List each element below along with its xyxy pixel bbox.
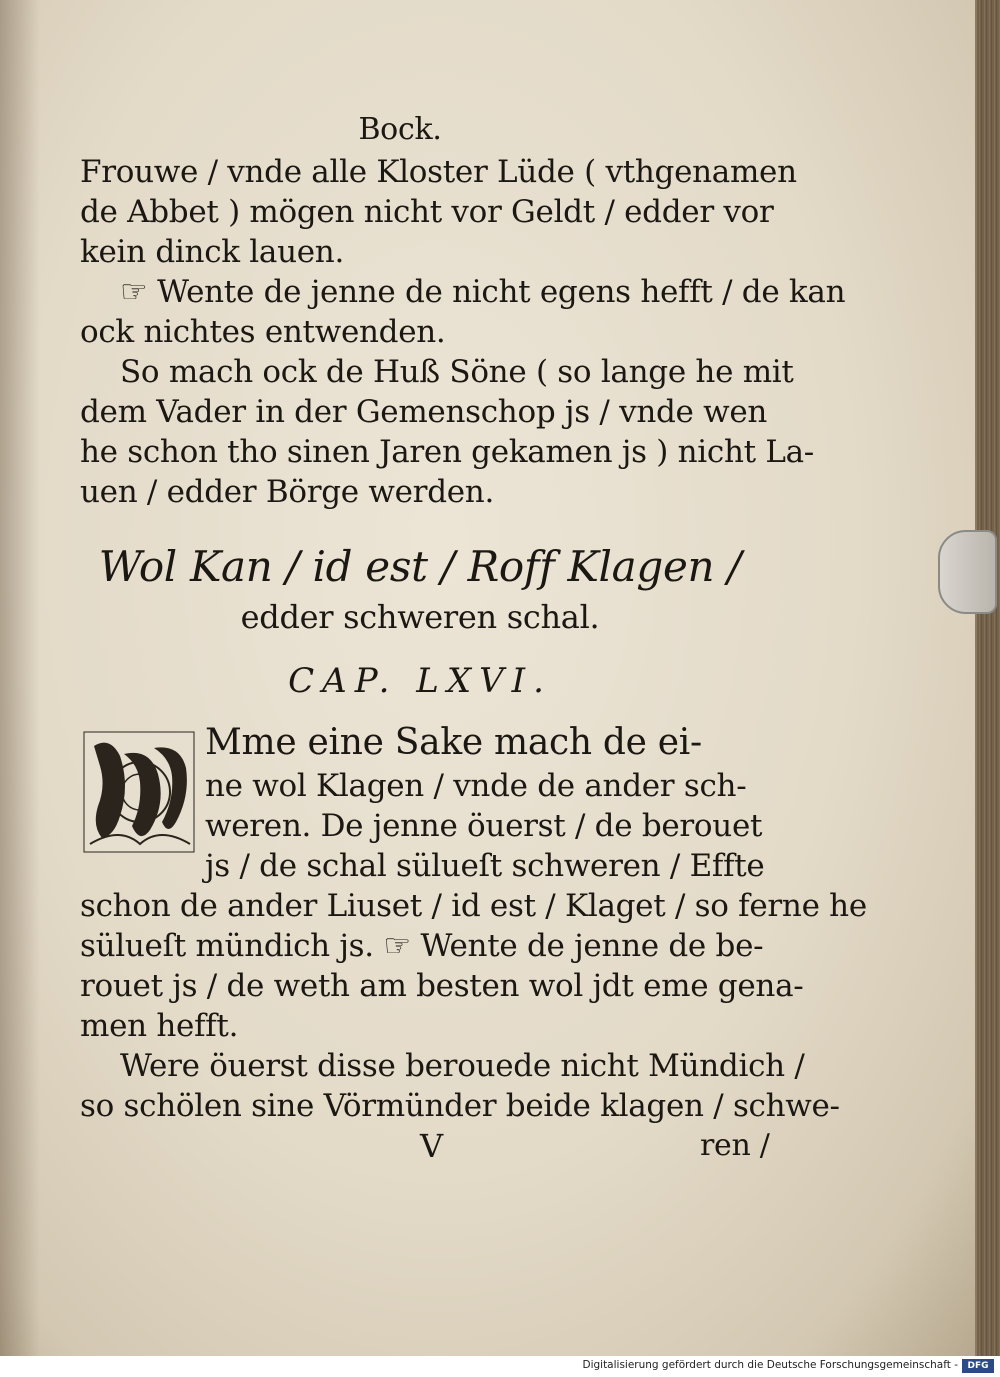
text-line: ock nichtes entwenden. xyxy=(80,314,446,350)
text-line: ne wol Klagen / vnde de ander sch- xyxy=(205,768,747,804)
text-line: men hefft. xyxy=(80,1008,239,1044)
page-clip xyxy=(938,530,997,614)
text-line: Frouwe / vnde alle Kloster Lüde ( vthgenamen xyxy=(80,154,797,190)
chapter-opening xyxy=(80,720,765,886)
page-gutter-shadow xyxy=(0,0,40,1356)
running-head: Bock. xyxy=(358,112,442,147)
text-line: Were öuerst disse berouede nicht Mündich / xyxy=(120,1048,805,1084)
text-line: uen / edder Börge werden. xyxy=(80,474,494,510)
text-line: he schon tho sinen Jaren gekamen js ) nicht La- xyxy=(80,434,814,470)
catchword: ren / xyxy=(700,1128,770,1163)
pointing-hand-icon: ☞ xyxy=(120,274,148,310)
text-line: Mme eine Sake mach de ei- xyxy=(205,722,702,763)
text-line: kein dinck lauen. xyxy=(80,234,345,270)
text-line: so schölen sine Vörmünder beide klagen / schwe- xyxy=(80,1088,840,1124)
text-span: Wente de jenne de nicht egens hefft / de kan xyxy=(157,274,846,310)
text-line: schon de ander Liuset / id est / Klaget / so ferne he xyxy=(80,888,867,924)
signature-mark: V xyxy=(420,1127,443,1165)
page-signature-row xyxy=(80,1126,770,1166)
footer-bar xyxy=(0,1356,1000,1377)
text-line xyxy=(80,926,764,966)
text-line: js / de schal sülueſt schweren / Effte xyxy=(205,848,765,884)
section-subheading: edder schweren schal. xyxy=(240,598,600,636)
dfg-logo: DFG xyxy=(962,1359,994,1373)
page-text xyxy=(80,110,867,1166)
section-heading: Wol Kan / id est / Roff Klagen / xyxy=(98,542,742,591)
text-span: sülueſt mündich js. xyxy=(80,928,374,964)
text-line: weren. De jenne öuerst / de berouet xyxy=(205,808,763,844)
pointing-hand-icon: ☞ xyxy=(383,928,411,964)
text-line: de Abbet ) mögen nicht vor Geldt / edder vor xyxy=(80,194,774,230)
text-line: rouet js / de weth am besten wol jdt eme gena- xyxy=(80,968,804,1004)
decorated-initial-w-icon xyxy=(80,726,198,856)
text-span: Wente de jenne de be- xyxy=(420,928,764,964)
text-line xyxy=(80,272,846,312)
text-line: dem Vader in der Gemenschop js / vnde wen xyxy=(80,394,768,430)
text-line: So mach ock de Huß Söne ( so lange he mit xyxy=(120,354,794,390)
footer-credit: Digitalisierung gefördert durch die Deutsche Forschungsgemeinschaft - xyxy=(582,1359,958,1371)
chapter-number: CAP. LXVI. xyxy=(288,661,552,701)
